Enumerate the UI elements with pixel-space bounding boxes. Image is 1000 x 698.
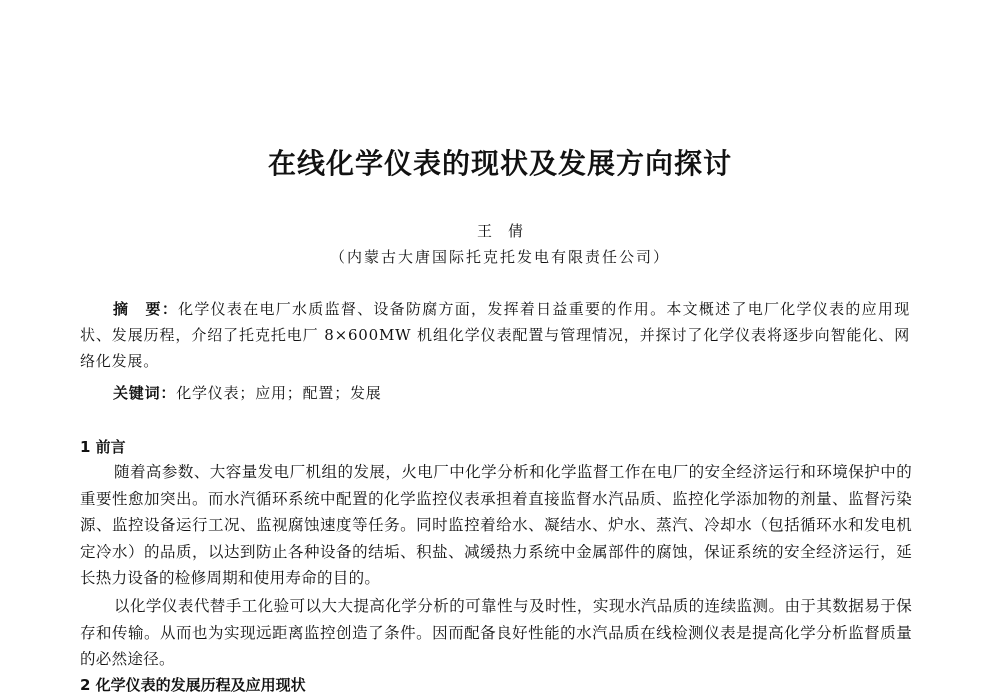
keywords [113, 380, 382, 406]
abstract-text: 化学仪表在电厂水质监督、设备防腐方面，发挥着日益重要的作用。本文概述了电厂化学仪表的应用现状、发展历程，介绍了托克托电厂 8×600MW 机组化学仪表配置与管理情况，并探讨了化学仪表将逐步向智能化、网络化发展。 [80, 300, 910, 370]
abstract [80, 296, 910, 374]
abstract-label: 摘 要： [113, 300, 179, 318]
body-paragraph: 随着高参数、大容量发电厂机组的发展，火电厂中化学分析和化学监督工作在电厂的安全经济运行和环境保护中的重要性愈加突出。而水汽循环系统中配置的化学监控仪表承担着直接监督水汽品质、监控化学添加物的剂量、监督污染源、监控设备运行工况、监视腐蚀速度等任务。同时监控着给水、凝结水、炉水、蒸汽、冷却水（包括循环水和发电机定冷水）的品质，以达到防止各种设备的结垢、积盐、减缓热力系统中金属部件的腐蚀，保证系统的安全经济运行，延长热力设备的检修周期和使用寿命的目的。 [80, 463, 912, 587]
keywords-text: 化学仪表；应用；配置；发展 [176, 384, 382, 402]
body-paragraph: 以化学仪表代替手工化验可以大大提高化学分析的可靠性与及时性，实现水汽品质的连续监测。由于其数据易于保存和传输。从而也为实现远距离监控创造了条件。因而配备良好性能的水汽品质在线检测仪表是提高化学分析监督质量的必然途径。 [80, 597, 912, 668]
keywords-label: 关键词： [113, 384, 177, 402]
section-heading-history: 2 化学仪表的发展历程及应用现状 [80, 676, 306, 694]
author-name: 王倩 [476, 222, 539, 240]
author-affiliation: （内蒙古大唐国际托克托发电有限责任公司） [329, 248, 670, 266]
section-heading-introduction: 1 前言 [80, 438, 126, 456]
paper-title: 在线化学仪表的现状及发展方向探讨 [267, 147, 732, 180]
